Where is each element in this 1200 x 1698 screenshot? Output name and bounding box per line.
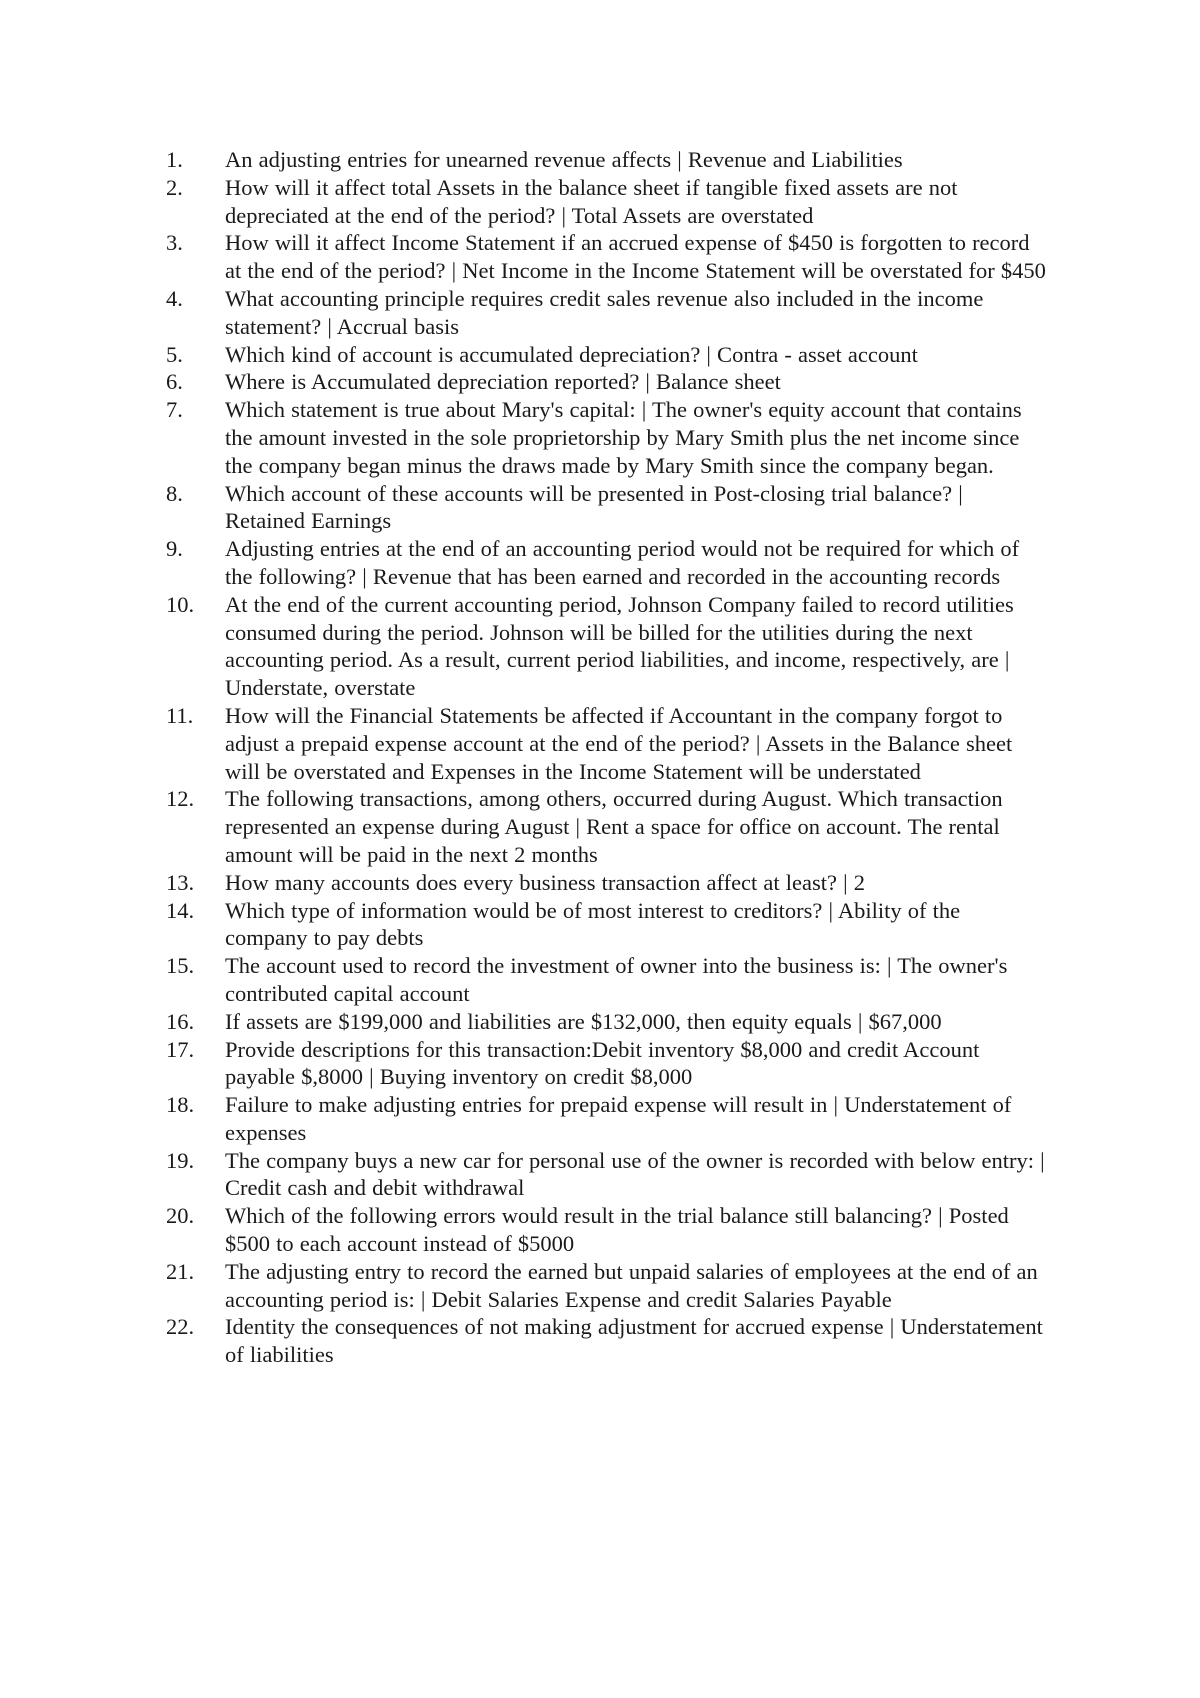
item-number: 2. <box>166 174 183 200</box>
item-text: An adjusting entries for unearned revenue affects | Revenue and Liabilities <box>225 147 903 172</box>
item-text: Provide descriptions for this transaction:Debit inventory $8,000 and credit Account payable $,8000 | Buying inventory on credit $8,000 <box>225 1036 980 1090</box>
item-number: 18. <box>166 1092 195 1118</box>
question-answer-list <box>166 146 1046 1369</box>
list-item <box>166 396 1046 479</box>
item-number: 7. <box>166 397 183 423</box>
list-item <box>166 1091 1046 1147</box>
item-text: The account used to record the investment of owner into the business is: | The owner's contributed capital account <box>225 953 1008 1006</box>
item-number: 5. <box>166 341 183 367</box>
list-item <box>166 591 1046 702</box>
item-text: Which of the following errors would result in the trial balance still balancing? | Posted $500 to each account instead of $5000 <box>225 1203 1009 1257</box>
item-text: How will the Financial Statements be affected if Accountant in the company forgot to adjust a prepaid expense account at the end of the period? | Assets in the Balance sheet will be overstated and Expenses in the Income Statement will be understated <box>225 702 1013 784</box>
item-number: 10. <box>166 591 195 617</box>
item-text: Which kind of account is accumulated depreciation? | Contra - asset account <box>225 341 918 367</box>
list-item <box>166 785 1046 868</box>
list-item <box>166 1258 1046 1314</box>
list-item <box>166 1008 1046 1036</box>
item-number: 21. <box>166 1258 195 1284</box>
item-number: 3. <box>166 230 183 256</box>
list-item <box>166 869 1046 897</box>
item-text: What accounting principle requires credit sales revenue also included in the income statement? | Accrual basis <box>225 285 984 339</box>
item-number: 9. <box>166 536 183 562</box>
item-text: Failure to make adjusting entries for prepaid expense will result in | Understatement of expenses <box>225 1092 1012 1145</box>
item-number: 6. <box>166 369 183 395</box>
list-item <box>166 1036 1046 1092</box>
list-item <box>166 368 1046 396</box>
item-number: 4. <box>166 285 183 311</box>
item-number: 22. <box>166 1314 195 1340</box>
item-text: How will it affect Income Statement if an accrued expense of $450 is forgotten to record at the end of the period? | Net Income in the Income Statement will be overstated for $450 <box>225 230 1046 284</box>
item-text: The company buys a new car for personal use of the owner is recorded with below entry: | Credit cash and debit withdrawal <box>225 1147 1045 1201</box>
item-text: At the end of the current accounting period, Johnson Company failed to record utilities consumed during the period. Johnson will be billed for the utilities during the next accounting period. As a result, current period liabilities, and income, respectively, are | Understate, overstate <box>225 591 1014 701</box>
item-number: 13. <box>166 869 195 895</box>
item-text: Adjusting entries at the end of an accounting period would not be required for which of the following? | Revenue that has been earned and recorded in the accounting records <box>225 536 1020 589</box>
list-item <box>166 341 1046 369</box>
item-text: Identity the consequences of not making adjustment for accrued expense | Understatement of liabilities <box>225 1314 1043 1368</box>
item-text: How will it affect total Assets in the balance sheet if tangible fixed assets are not depreciated at the end of the period? | Total Assets are overstated <box>225 174 958 228</box>
item-text: If assets are $199,000 and liabilities are $132,000, then equity equals | $67,000 <box>225 1008 942 1034</box>
item-text: The following transactions, among others, occurred during August. Which transaction represented an expense during August | Rent a space for office on account. The rental amount will be paid in the next 2 months <box>225 786 1003 867</box>
list-item <box>166 229 1046 285</box>
list-item <box>166 174 1046 230</box>
list-item <box>166 1147 1046 1203</box>
item-text: Which account of these accounts will be presented in Post-closing trial balance? | Retained Earnings <box>225 480 963 534</box>
item-number: 8. <box>166 480 183 506</box>
item-number: 11. <box>166 702 194 728</box>
item-text: How many accounts does every business transaction affect at least? | 2 <box>225 869 866 895</box>
list-item <box>166 1313 1046 1369</box>
list-item <box>166 480 1046 536</box>
list-item <box>166 285 1046 341</box>
item-number: 17. <box>166 1036 195 1062</box>
item-text: The adjusting entry to record the earned but unpaid salaries of employees at the end of an accounting period is: | Debit Salaries Expense and credit Salaries Payable <box>225 1258 1038 1312</box>
item-number: 14. <box>166 897 195 923</box>
item-text: Which statement is true about Mary's capital: | The owner's equity account that contains the amount invested in the sole proprietorship by Mary Smith plus the net income since the company began minus the draws made by Mary Smith since the company began. <box>225 397 1022 478</box>
list-item <box>166 702 1046 785</box>
item-number: 16. <box>166 1008 195 1034</box>
item-number: 15. <box>166 953 195 979</box>
list-item <box>166 146 1046 174</box>
list-item <box>166 897 1046 953</box>
item-text: Which type of information would be of most interest to creditors? | Ability of the company to pay debts <box>225 897 961 951</box>
item-number: 20. <box>166 1203 195 1229</box>
list-item <box>166 535 1046 591</box>
item-number: 1. <box>166 147 183 172</box>
list-item <box>166 952 1046 1008</box>
item-text: Where is Accumulated depreciation reported? | Balance sheet <box>225 369 781 395</box>
item-number: 19. <box>166 1147 195 1173</box>
list-item <box>166 1202 1046 1258</box>
item-number: 12. <box>166 786 195 812</box>
